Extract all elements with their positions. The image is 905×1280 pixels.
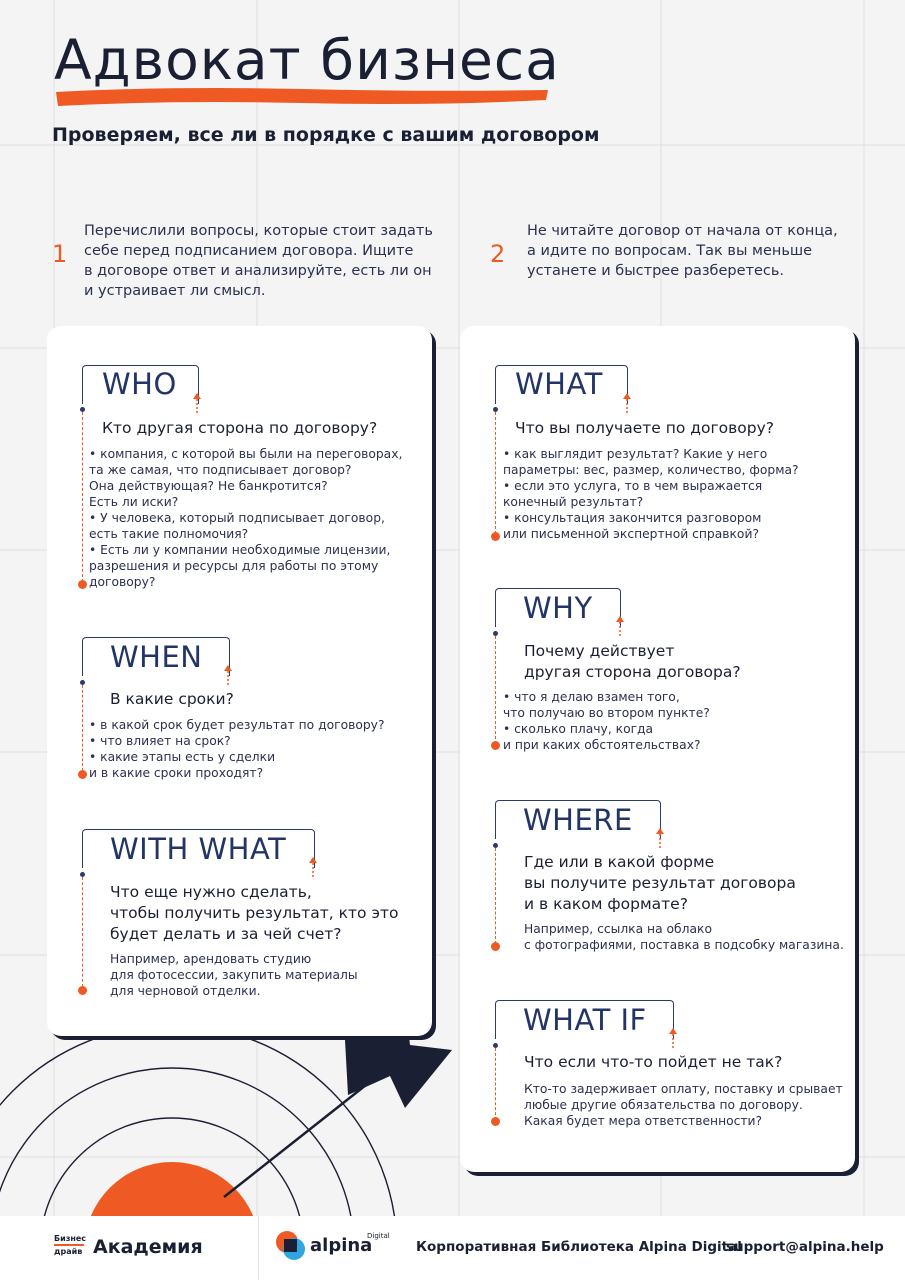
list-what-if: Кто-то задерживает оплату, поставку и срывает любые другие обязательства по договору. Какая будет мера ответственности? (524, 1082, 843, 1128)
intro-text-2: Не читайте договор от начала от конца, а идите по вопросам. Так вы меньше устанете и быстрее разберетесь. (527, 223, 838, 279)
alpina-digital-sup: Digital (367, 1232, 390, 1240)
intro-number-1: 1 (52, 240, 68, 268)
footer-divider (258, 1216, 259, 1280)
keyword-what-if: WHAT IF (523, 1003, 647, 1037)
question-with-what: Что еще нужно сделать, чтобы получить результат, кто это будет делать и за чей счет? (110, 883, 399, 943)
library-label: Корпоративная Библиотека Alpina Digital (416, 1239, 742, 1255)
keyword-what: WHAT (515, 367, 603, 401)
list-where: Например, ссылка на облако с фотографиями, поставка в подсобку магазина. (524, 922, 844, 952)
list-when: • в какой срок будет результат по договору? • что влияет на срок? • какие этапы есть у сделки и в какие сроки проходят? (89, 718, 385, 780)
keyword-who: WHO (102, 367, 177, 401)
arrow-up-icon (622, 391, 632, 413)
academy-label: Академия (93, 1236, 203, 1258)
list-why: • что я делаю взамен того, что получаю во втором пункте? • сколько плачу, когда и при каких обстоятельствах? (503, 690, 710, 752)
list-who: • компания, с которой вы были на переговорах, та же самая, что подписывает договор? Она действующая? Не банкротится? Есть ли иски? • У человека, который подписывает договор, есть такие полномочия? • Есть ли у компании необходимые лицензии, разрешения и ресурсы для работы по этому договору? (89, 447, 403, 589)
page-subtitle: Проверяем, все ли в порядке с вашим договором (52, 124, 600, 146)
intro-number-2: 2 (490, 240, 506, 268)
arrow-up-icon (192, 391, 202, 413)
list-with-what: Например, арендовать студию для фотосессии, закупить материалы для черновой отделки. (110, 952, 358, 998)
business-drive-logo: Бизнес драйв (54, 1234, 87, 1256)
page-title: Адвокат бизнеса (54, 28, 560, 92)
keyword-where: WHERE (523, 803, 633, 837)
keyword-why: WHY (523, 591, 593, 625)
arrow-up-icon (223, 663, 233, 685)
intro-text-1: Перечислили вопросы, которые стоит задать себе перед подписанием договора. Ищите в договоре ответ и анализируйте, есть ли он и устраивает ли смысл. (84, 223, 433, 299)
question-why: Почему действует другая сторона договора? (524, 642, 741, 681)
arrow-up-icon (308, 855, 318, 877)
support-email-link[interactable]: support@alpina.help (726, 1239, 884, 1255)
list-what: • как выглядит результат? Какие у него параметры: вес, размер, количество, форма? • если это услуга, то в чем выражается конечный результат? • консультация закончится разговором или письменной экспертной справкой? (503, 447, 799, 541)
alpina-wordmark: alpina (310, 1235, 373, 1256)
arrow-up-icon (655, 826, 665, 848)
question-where: Где или в какой форме вы получите результат договора и в каком формате? (524, 853, 796, 913)
question-when: В какие сроки? (110, 690, 234, 708)
question-who: Кто другая сторона по договору? (102, 419, 378, 437)
arrow-up-icon (668, 1026, 678, 1048)
arrow-up-icon (615, 614, 625, 636)
question-what: Что вы получаете по договору? (515, 419, 774, 437)
question-what-if: Что если что-то пойдет не так? (524, 1053, 783, 1071)
keyword-when: WHEN (110, 640, 203, 674)
keyword-with-what: WITH WHAT (110, 832, 287, 866)
alpina-logo-icon (274, 1229, 308, 1263)
